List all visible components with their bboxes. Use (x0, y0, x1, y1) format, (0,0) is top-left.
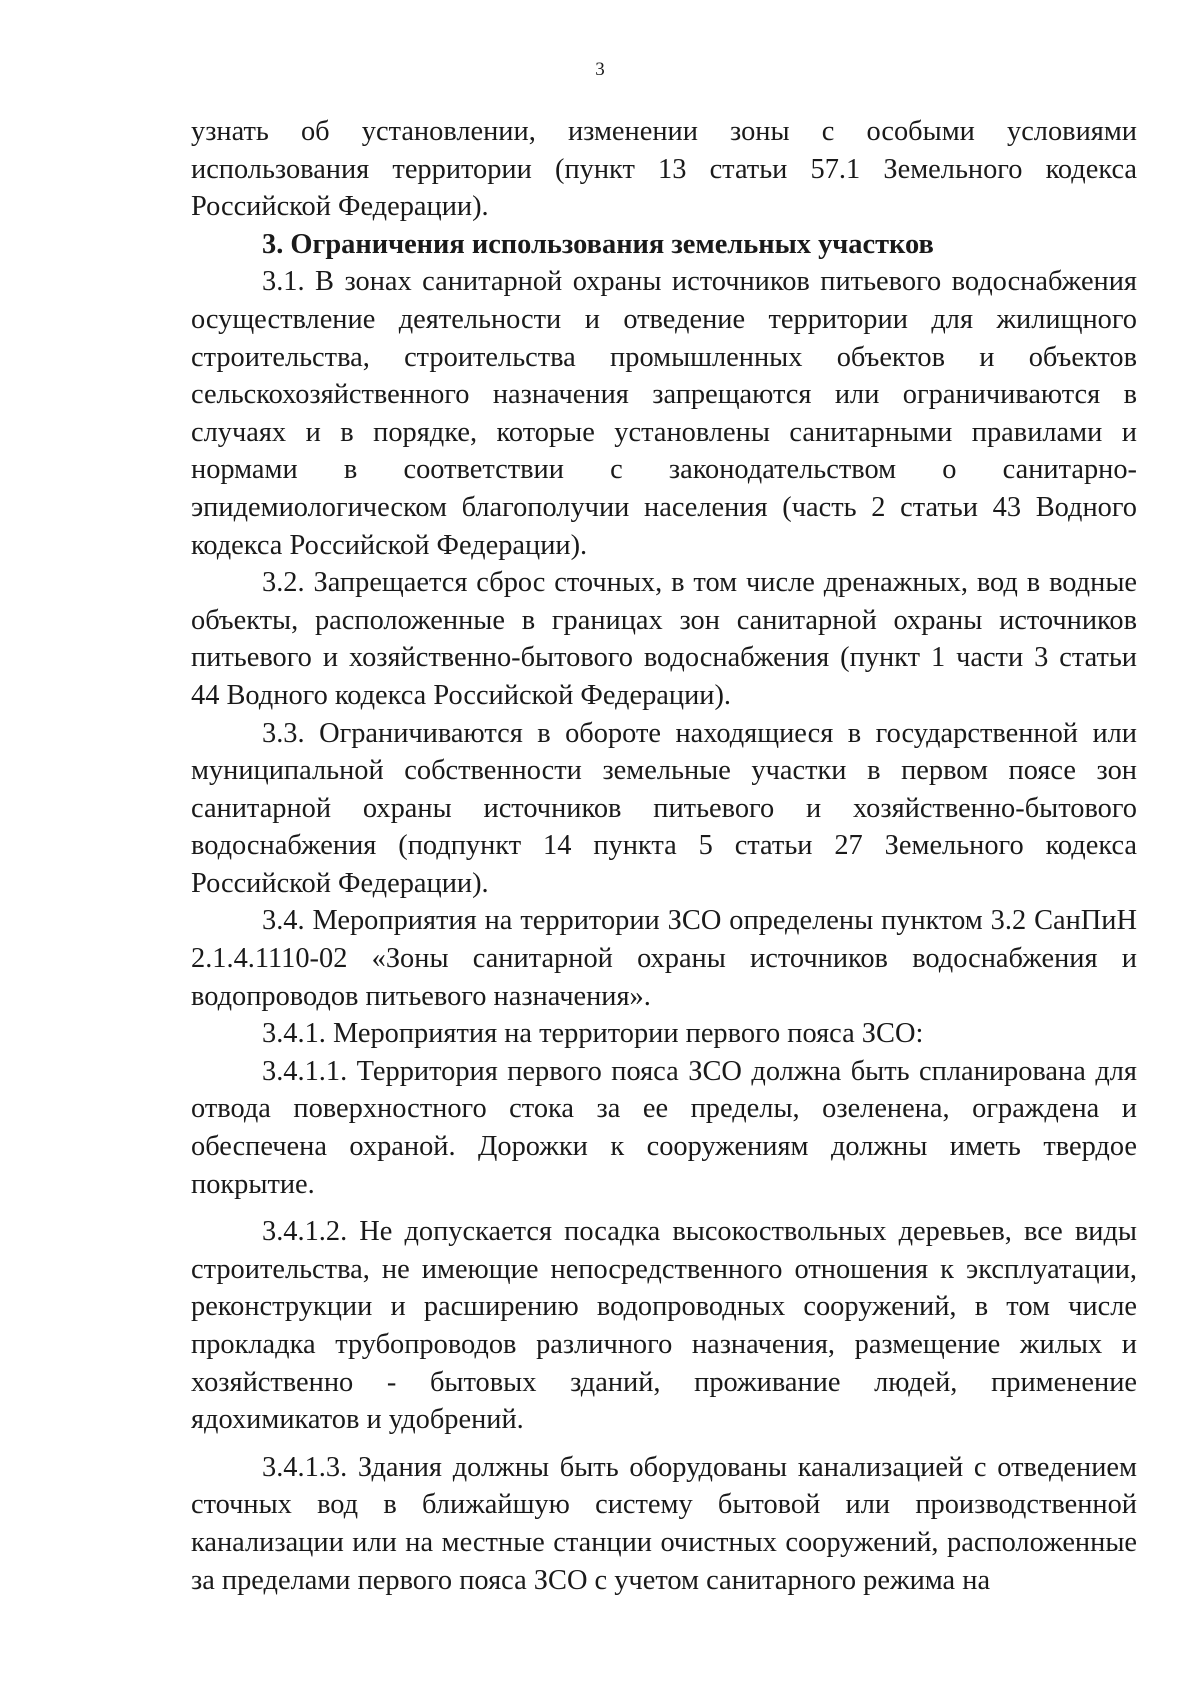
paragraph-3-4-1: 3.4.1. Мероприятия на территории первого пояса ЗСО: (262, 1018, 924, 1050)
paragraph-3-4-1-3: 3.4.1.3. Здания должны быть оборудованы канализацией с отведением сточных вод в ближайшую систему бытовой или производственной канализации или на местные станции очистных сооружений, расположенные за пределами первого пояса ЗСО с учетом санитарного режима на (191, 1451, 1137, 1596)
paragraph-3-1: 3.1. В зонах санитарной охраны источников питьевого водоснабжения осуществление деятельности и отведение территории для жилищного строительства, строительства промышленных объектов и объектов сельскохозяйственного назначения запрещаются или ограничиваются в случаях и в порядке, которые установлены санитарными правилами и нормами в соответствии с законодательством о санитарно-эпидемиологическом благополучии населения (часть 2 статьи 43 Водного кодекса Российской Федерации). (191, 266, 1137, 561)
paragraph-3-4-1-2: 3.4.1.2. Не допускается посадка высокоствольных деревьев, все виды строительства, не имеющие непосредственного отношения к эксплуатации, реконструкции и расширению водопроводных сооружений, в том числе прокладка трубопроводов различного назначения, размещение жилых и хозяйственно - бытовых зданий, проживание людей, применение ядохимикатов и удобрений. (191, 1216, 1137, 1436)
page-number: 3 (595, 59, 605, 80)
paragraph-3-4-1-1: 3.4.1.1. Территория первого пояса ЗСО должна быть спланирована для отвода поверхностного стока за ее пределы, озеленена, ограждена и обеспечена охраной. Дорожки к сооружениям должны иметь твердое покрытие. (191, 1055, 1137, 1200)
paragraph-3-4: 3.4. Мероприятия на территории ЗСО определены пунктом 3.2 СанПиН 2.1.4.1110-02 «Зоны санитарной охраны источников водоснабжения и водопроводов питьевого назначения». (191, 905, 1137, 1012)
paragraph-3-3: 3.3. Ограничиваются в обороте находящиеся в государственной или муниципальной собственности земельные участки в первом поясе зон санитарной охраны источников питьевого и хозяйственно-бытового водоснабжения (подпункт 14 пункта 5 статьи 27 Земельного кодекса Российской Федерации). (191, 717, 1137, 899)
paragraph-continuation: узнать об установлении, изменении зоны с особыми условиями использования территории (пункт 13 статьи 57.1 Земельного кодекса Российской Федерации). (191, 116, 1137, 223)
section-heading: 3. Ограничения использования земельных участков (262, 228, 934, 260)
document-body (191, 113, 1137, 1599)
paragraph-3-2: 3.2. Запрещается сброс сточных, в том числе дренажных, вод в водные объекты, расположенные в границах зон санитарной охраны источников питьевого и хозяйственно-бытового водоснабжения (пункт 1 части 3 статьи 44 Водного кодекса Российской Федерации). (191, 567, 1137, 711)
